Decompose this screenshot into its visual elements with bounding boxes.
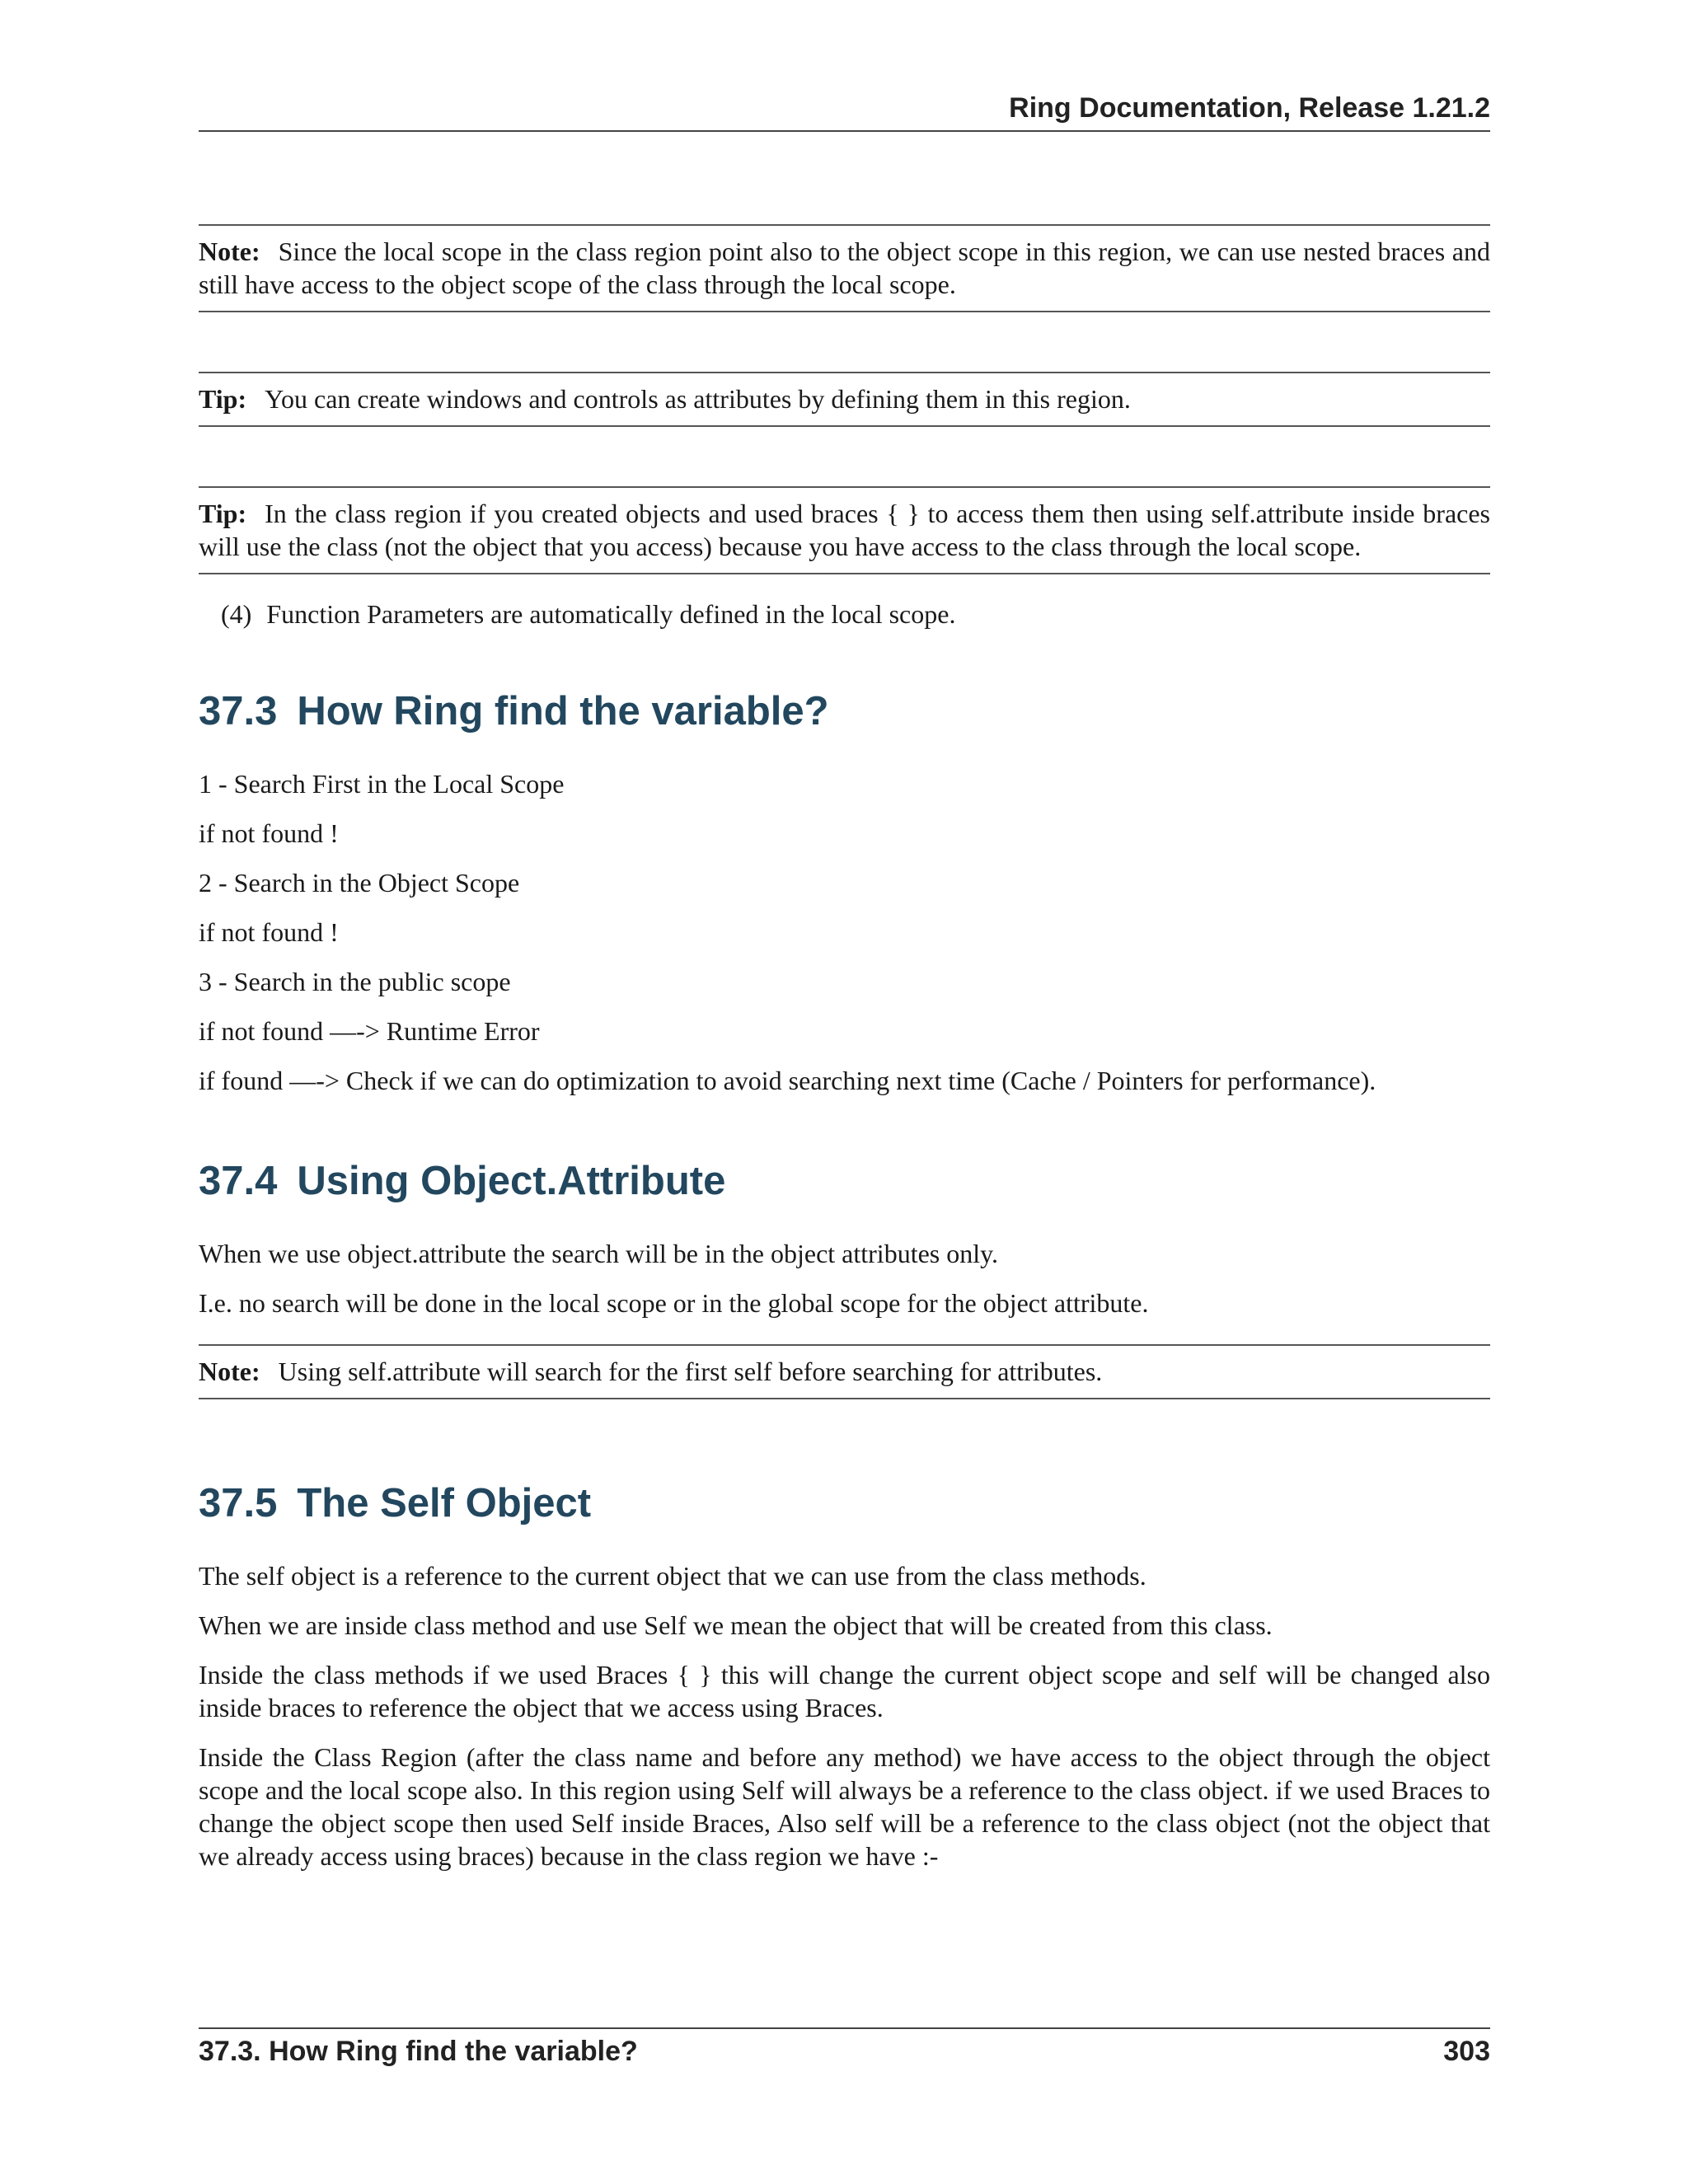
section-spacer xyxy=(199,1113,1490,1156)
item-number: (4) xyxy=(221,599,252,629)
section-number: 37.3 xyxy=(199,689,278,733)
document-page xyxy=(199,0,1490,2184)
section-number: 37.5 xyxy=(199,1481,278,1526)
footer-section-title: 37.3. How Ring find the variable? xyxy=(199,2036,638,2067)
admonition-label: Tip: xyxy=(199,499,247,528)
note-admonition xyxy=(199,1344,1490,1399)
admonition-label: Note: xyxy=(199,237,260,266)
page-content xyxy=(199,224,1490,1889)
section-heading-37-5 xyxy=(199,1479,1490,1528)
paragraph: 2 - Search in the Object Scope xyxy=(199,868,520,898)
tip-admonition xyxy=(199,372,1490,427)
section-heading-37-3 xyxy=(199,687,1490,736)
paragraph: When we are inside class method and use Self we mean the object that will be created from this class. xyxy=(199,1610,1273,1640)
paragraph: 3 - Search in the public scope xyxy=(199,967,511,996)
admonition-text: Using self.attribute will search for the first self before searching for attributes. xyxy=(278,1357,1103,1386)
paragraph: if not found ! xyxy=(199,917,339,947)
paragraph: The self object is a reference to the current object that we can use from the class methods. xyxy=(199,1561,1146,1591)
tip-admonition xyxy=(199,486,1490,574)
item-text: Function Parameters are automatically defined in the local scope. xyxy=(266,599,956,629)
paragraph: if not found —-> Runtime Error xyxy=(199,1016,540,1046)
section-title: The Self Object xyxy=(297,1481,592,1526)
section-title: Using Object.Attribute xyxy=(297,1159,726,1203)
paragraph: if not found ! xyxy=(199,818,339,848)
paragraph: Inside the class methods if we used Braces { } this will change the current object scope and self will be changed also inside braces to reference the object that we access using Braces. xyxy=(199,1660,1490,1722)
admonition-label: Note: xyxy=(199,1357,260,1386)
running-header: Ring Documentation, Release 1.21.2 xyxy=(1009,92,1490,124)
note-admonition xyxy=(199,224,1490,312)
admonition-text: Since the local scope in the class region point also to the object scope in this region, we can use nested braces and still have access to the object scope of the class through the local scope. xyxy=(199,237,1490,299)
page-number: 303 xyxy=(1443,2036,1490,2067)
admonition-label: Tip: xyxy=(199,384,247,414)
paragraph: When we use object.attribute the search will be in the object attributes only. xyxy=(199,1239,999,1268)
paragraph: Inside the Class Region (after the class name and before any method) we have access to the object through the object scope and the local scope also. In this region using Self will always be a reference to the class object. if we used Braces to change the object scope then used Self inside Braces, Also self will be a reference to the class object (not the object that we already access using braces) because in the class region we have :- xyxy=(199,1742,1490,1871)
admonition-text: In the class region if you created objects and used braces { } to access them then using self.attribute inside braces will use the class (not the object that you access) because you have access to the class through the local scope. xyxy=(199,499,1490,561)
numbered-item xyxy=(221,598,1490,630)
section-heading-37-4 xyxy=(199,1156,1490,1206)
admonition-text: You can create windows and controls as attributes by defining them in this region. xyxy=(265,384,1131,414)
paragraph: if found —-> Check if we can do optimization to avoid searching next time (Cache / Pointers for performance). xyxy=(199,1066,1376,1095)
section-title: How Ring find the variable? xyxy=(297,689,829,733)
footer-rule xyxy=(199,2027,1490,2029)
paragraph: 1 - Search First in the Local Scope xyxy=(199,769,565,799)
header-rule xyxy=(199,130,1490,132)
paragraph: I.e. no search will be done in the local scope or in the global scope for the object attribute. xyxy=(199,1288,1149,1318)
section-number: 37.4 xyxy=(199,1159,278,1203)
